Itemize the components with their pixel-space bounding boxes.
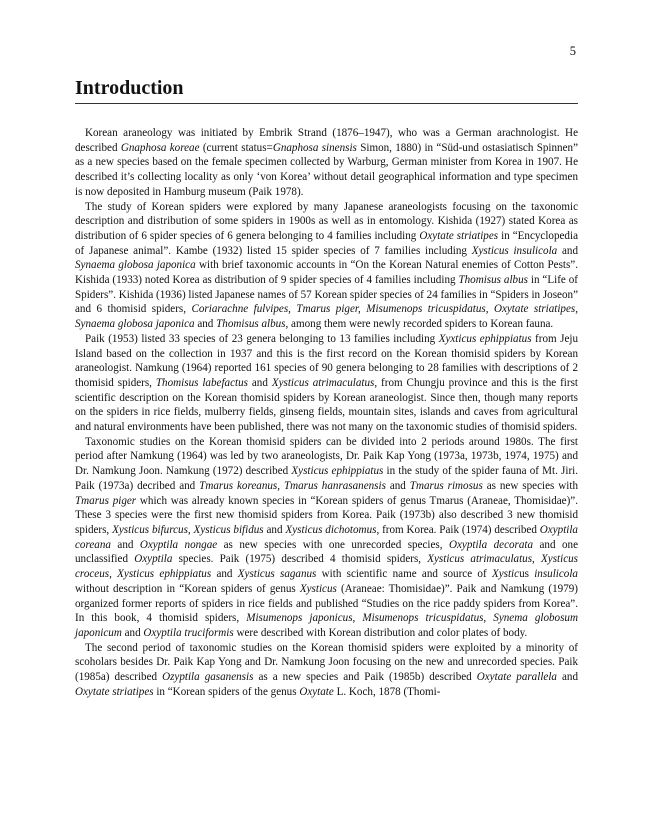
species-name: Gnaphosa koreae — [120, 141, 200, 154]
species-name: Synaema globosa japonica — [75, 259, 196, 272]
text-run: which was already known species in “Korean spiders of genus Tmarus (Araneae, Thomisidae)”. These 3 species were the first new thomisid spiders from Korea. Paik (1973b) also described 3 new thomisid spiders, — [75, 494, 579, 536]
species-name: Xyxticus ephippiatus — [438, 332, 532, 345]
text-run: and — [211, 568, 238, 581]
text-run: (current status= — [199, 141, 273, 154]
text-run: , among them were newly recorded spiders to Korean fauna. — [285, 318, 554, 331]
text-run: and — [194, 318, 217, 331]
text-run: Paik (1953) listed 33 species of 23 genera belonging to 13 families including — [85, 332, 439, 345]
species-name: Oxytate striatipes — [419, 229, 499, 242]
text-run: Simon, 1880) in “Süd-und ostasiatisch Spinnen” as a new species based on the female specimen collected by Warburg, German minister from Korea in 1907. He described it’s collecting locality as only ‘von Korea’ without detail geographical information and type specimen is now deposited in Hamburg museum (Paik 1978). — [75, 141, 578, 198]
text-run: and — [556, 671, 579, 684]
species-name: Oxytate striatipes — [75, 685, 154, 698]
species-name: Xysticus dichotomus — [285, 523, 377, 536]
species-name: Ozyptila gasanensis — [162, 671, 254, 684]
text-run: and — [557, 244, 578, 257]
text-run: (Araneae: Thomisidae)”. Paik and Namkung (1979) organized former reports of spiders in rice fields and published “Studies on the rice paddy spiders from Korea”. In this book, 4 thomisid spiders, — [75, 582, 578, 625]
text-run: and — [121, 626, 144, 639]
text-run: in “Korean spiders of the genus — [153, 685, 300, 698]
text-run: The second period of taxonomic studies on the Korean thomisid spiders were exploited by a minority of scoholars besides Dr. Paik Kap Yong and Dr. Namkung Joon focusing on the new and unrecorded species. Paik (1985a) described — [75, 641, 578, 684]
text-run: species. Paik (1975) described 4 thomisid spiders, — [172, 553, 428, 566]
species-name: Tmarus koreanus, Tmarus hanrasanensis — [199, 479, 386, 492]
text-run: without description in “Korean spiders of genus — [75, 582, 300, 595]
species-name: Xysticus insulicola — [471, 244, 558, 257]
paragraph-5 — [75, 641, 578, 700]
text-run: L. Koch, 1878 (Thomi- — [333, 685, 441, 698]
text-run: Taxonomic studies on the Korean thomisid spiders can be divided into 2 periods around 1980s. The first period after Namkung (1964) was led by two araneologists, Dr. Paik Kap Yong (1973a, 1973b, 1974, 1975) and Dr. Namkung Joon. Namkung (1972) described — [75, 435, 578, 478]
paragraph-4 — [75, 435, 578, 641]
species-name: Oxytate — [299, 685, 334, 698]
text-run: and — [110, 538, 140, 551]
text-run: in “Encyclopedia of Japanese animal”. Kambe (1932) listed 15 spider species of 7 families including — [75, 229, 578, 257]
text-run: with brief taxonomic accounts in “On the Korean Natural enemies of Cotton Pests”. Kishida (1933) noted Korea as distribution of 9 spider species of 4 families including — [75, 259, 578, 287]
species-name: Thomisus labefactus — [155, 376, 248, 389]
text-run: were described with Korean distribution and color plates of body. — [233, 626, 528, 639]
text-run: as a new species and Paik (1985b) described — [253, 671, 477, 684]
species-name: Oxyptila truciformis — [143, 626, 234, 639]
text-run: and — [385, 479, 410, 492]
paragraph-2 — [75, 200, 578, 332]
text-run: from Jeju Island based on the collection in 1937 and this is the first record on the Korean thomisid spiders by Korean araneologist. Namkung (1964) reported 161 species of 90 genera belonging to 28 families with descriptions of 2 thomisid spiders, — [75, 332, 578, 389]
species-name: Oxyptila — [134, 553, 173, 566]
species-name: Xysticus saganus — [237, 568, 317, 581]
species-name: Gnaphosa sinensis — [272, 141, 357, 154]
page-number: 5 — [569, 44, 576, 58]
text-run: , from Chungju province and this is the first scientific description on the Korean thomisid spiders by Korean araneologist. Since then, though many reports on the spiders in rice fields, mulberry fields, ginseng fields, mountain sites, islands and caves from agricultural and natural environments have been published, there was not many on the taxonomic studies of thomisid spiders. — [75, 376, 578, 434]
text-run: as new species with one unrecorded species, — [217, 538, 449, 551]
species-name: Oxyptila coreana — [75, 523, 578, 551]
paragraph-3 — [75, 332, 578, 435]
text-run: and one unclassified — [75, 538, 578, 566]
text-run: Korean araneology was initiated by Embrik Strand (1876–1947), who was a German arachnologist. He described — [75, 127, 578, 154]
paragraph-1 — [75, 126, 578, 200]
species-name: Xystic — [491, 568, 520, 581]
text-run: and — [247, 376, 272, 389]
text-run: , from Korea. Paik (1974) described — [376, 523, 540, 536]
body-text — [75, 126, 578, 699]
section-title: Introduction — [75, 76, 578, 104]
text-run: and — [263, 523, 286, 536]
species-name: Xysticus atrimaculatus, Xysticus croceus, Xysticus ephippiatus — [75, 553, 578, 581]
text-run: as new species with — [482, 479, 578, 492]
species-name: Thomisus albus — [216, 318, 286, 331]
species-name: Tmarus piger — [75, 494, 137, 507]
species-name: Oxyptila nongae — [139, 538, 218, 551]
species-name: insulicola — [534, 568, 578, 581]
text-run: with scientific name and source of — [316, 568, 492, 581]
species-name: Oxytate parallela — [476, 671, 557, 684]
species-name: Xysticus ephippiatus — [291, 465, 384, 478]
species-name: Tmarus rimosus — [409, 479, 483, 492]
species-name: Xysticus bifurcus, Xysticus bifidus — [112, 523, 264, 536]
species-name: Coriarachne fulvipes, Tmarus piger, Misumenops tricuspidatus, Oxytate striatipes, Synaema globosa japonica — [75, 303, 578, 331]
text-run: in “Life of Spiders”. Kishida (1936) listed Japanese names of 57 Korean spider species of 24 families in “Spiders in Joseon” and 6 thomisid spiders, — [75, 274, 578, 316]
species-name: Thomisus albus — [458, 274, 528, 287]
species-name: Misumenops japonicus, Misumenops tricuspidatus, Synema globosum japonicum — [75, 612, 578, 639]
species-name: Xysticus — [299, 582, 337, 595]
text-run: in the study of the spider fauna of Mt. Jiri. Paik (1973a) decribed and — [75, 465, 579, 492]
species-name: Xysticus atrimaculatus — [271, 376, 375, 389]
species-name: Oxyptila decorata — [448, 538, 534, 551]
text-run: us — [519, 568, 535, 581]
text-run: The study of Korean spiders were explored by many Japanese araneologists focusing on the taxonomic description and distribution of some spiders in 1900s as well as in entomology. Kishida (1927) stated Korea as distribution of 6 spider species of 6 genera belonging to 4 families including — [75, 200, 578, 242]
